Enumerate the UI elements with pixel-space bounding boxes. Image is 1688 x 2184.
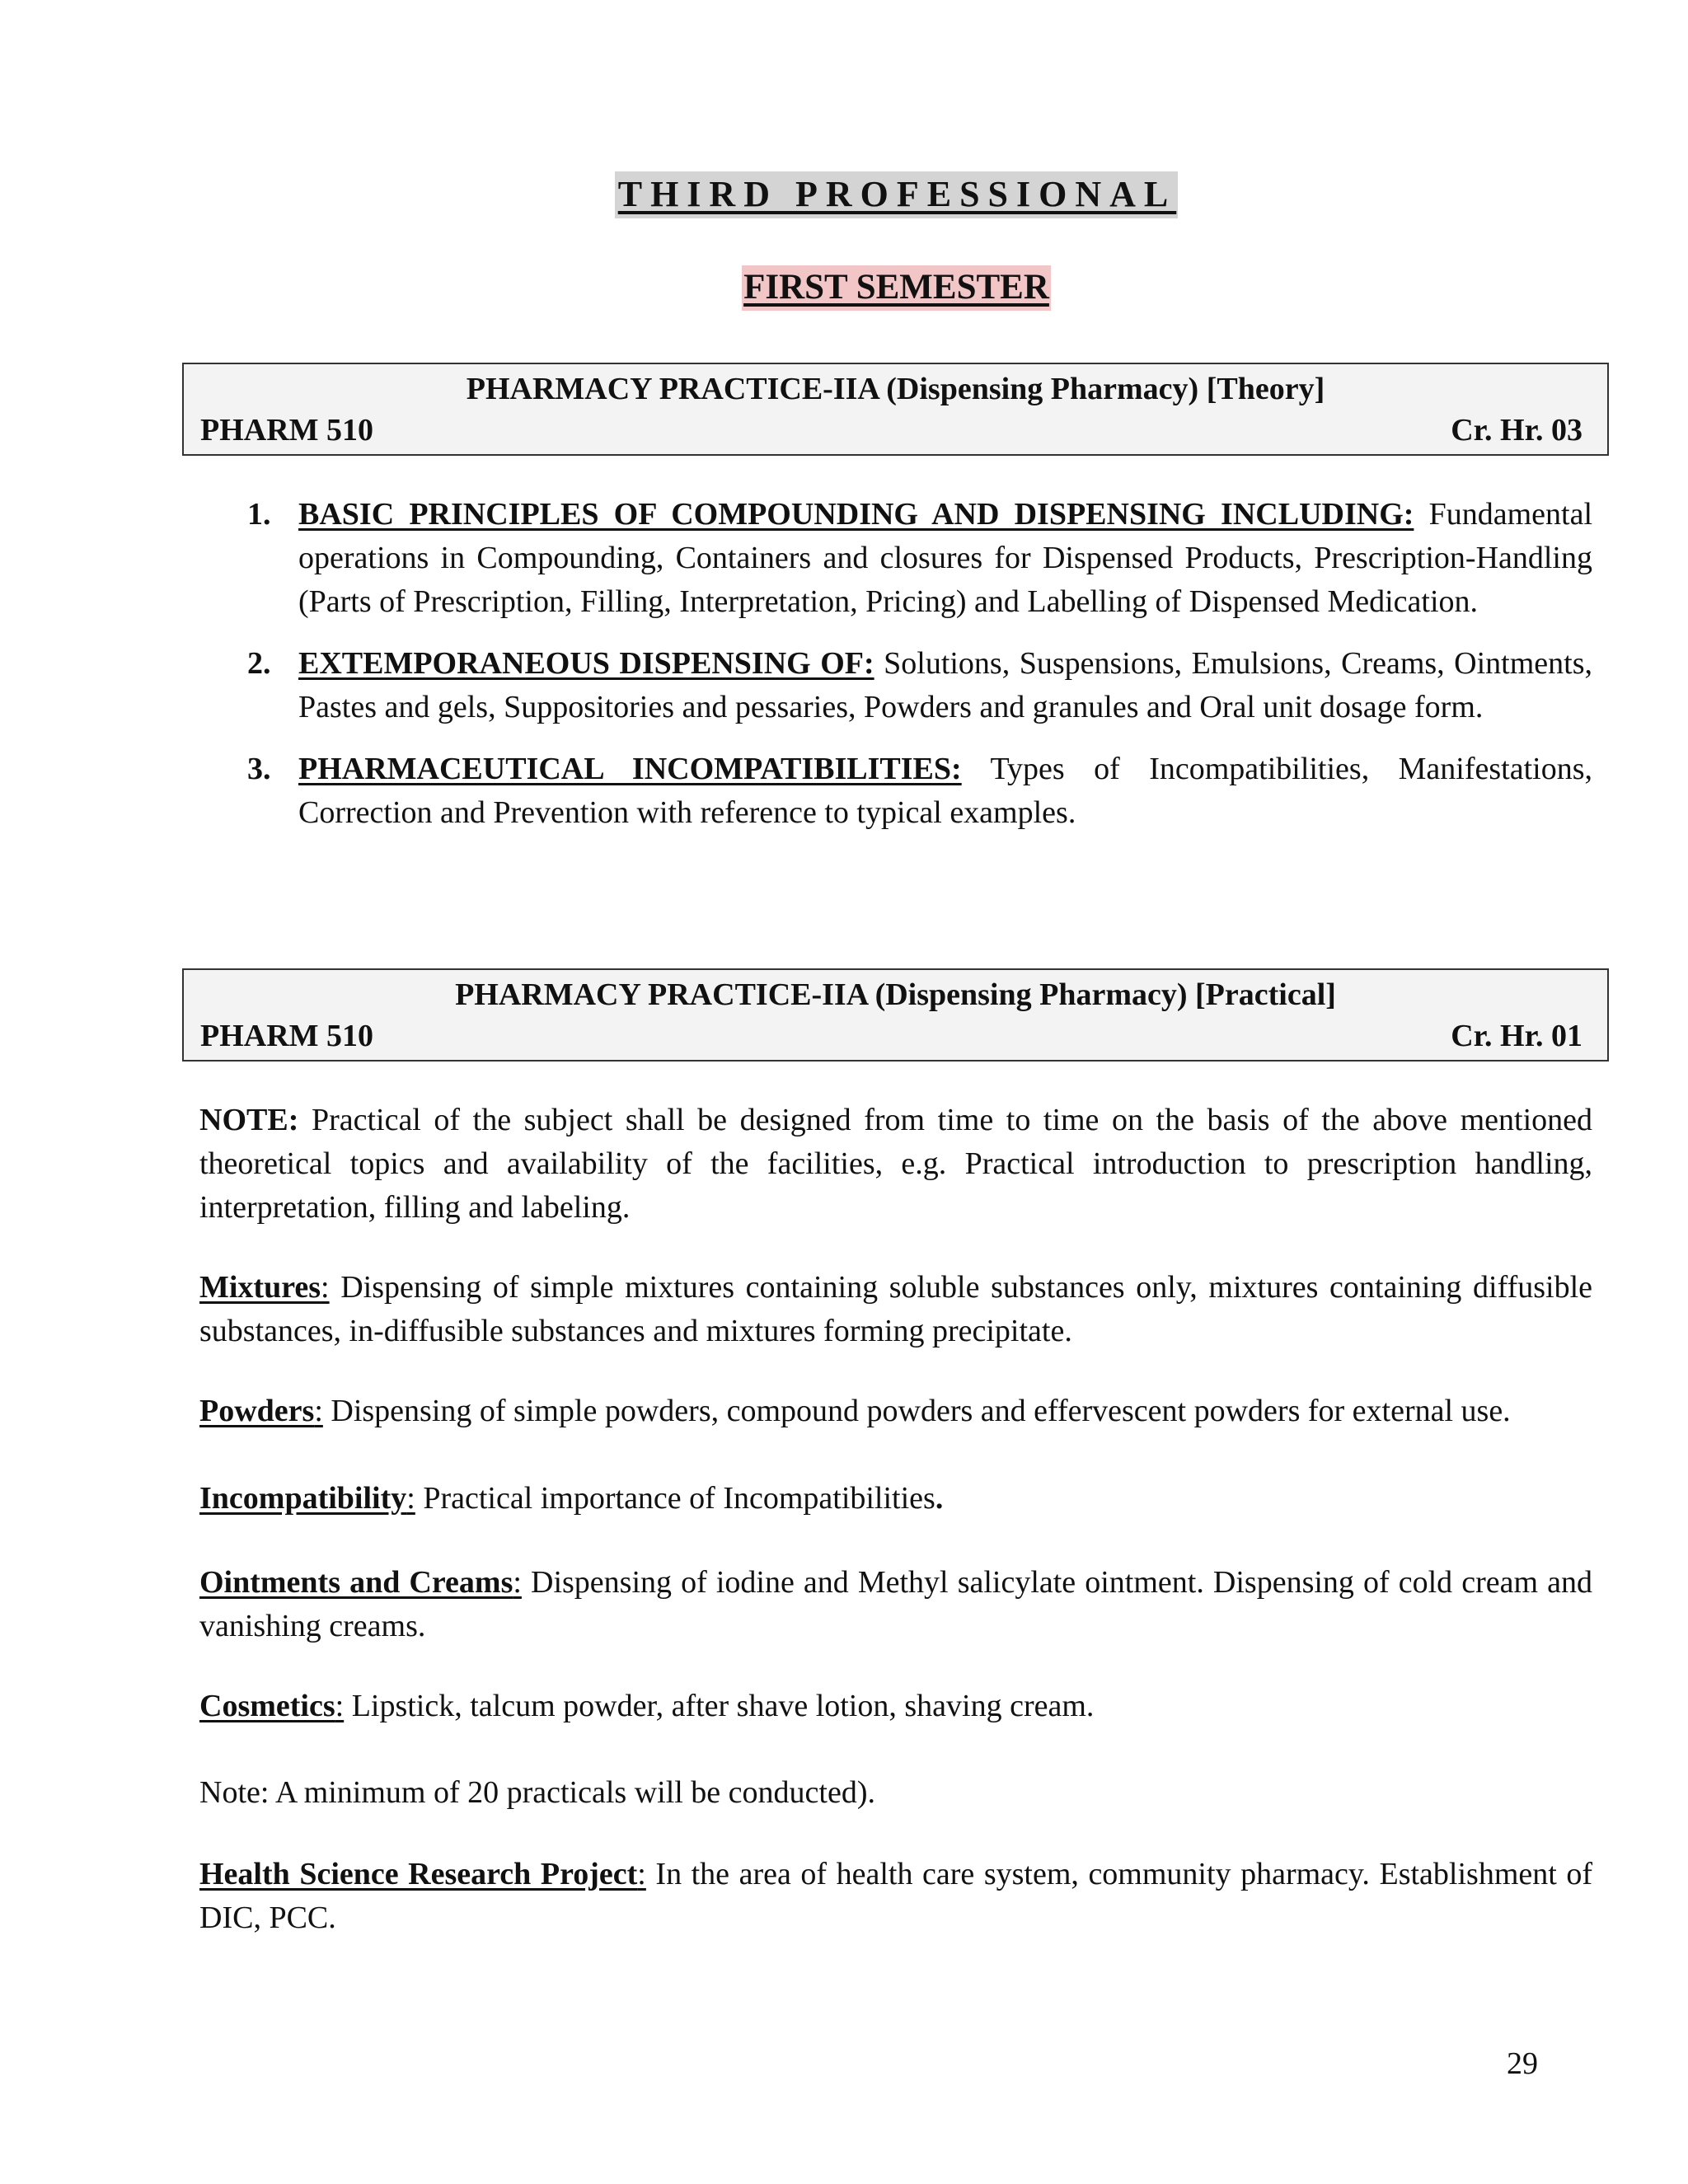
- theory-topic-list: [241, 493, 1592, 853]
- practical-course-title: PHARMACY PRACTICE-IIA (Dispensing Pharmacy) [Practical]: [455, 977, 1336, 1012]
- note-text: Practical of the subject shall be designed from time to time on the basis of the above mentioned theoretical topics and availability of the facilities, e.g. Practical introduction to prescription handling, interpretation, filling and labeling.: [199, 1103, 1593, 1225]
- mixtures-paragraph: Mixtures: Dispensing of simple mixtures containing soluble substances only, mixtures containing diffusible substances, in-diffusible substances and mixtures forming precipitate.: [199, 1270, 1592, 1348]
- practical-credit-hours: Cr. Hr. 01: [1451, 1019, 1582, 1053]
- topic-text: Fundamental operations in Compounding, Containers and closures for Dispensed Products, Prescription-Handling (Parts of Prescription, Filling, Interpretation, Pricing) and Labelling of Dispensed Medication.: [298, 497, 1592, 619]
- cosmetics-label: Cosmetics: [199, 1689, 335, 1723]
- minimum-practicals-note: Note: A minimum of 20 practicals will be conducted).: [199, 1775, 875, 1810]
- note-label: NOTE:: [199, 1103, 299, 1137]
- ointments-label: Ointments and Creams: [199, 1565, 513, 1600]
- topic-lead: BASIC PRINCIPLES OF COMPOUNDING AND DISPENSING INCLUDING:: [298, 497, 1414, 532]
- theory-course-code: PHARM 510: [200, 413, 374, 448]
- practical-note: [199, 1099, 1592, 1230]
- incompatibility-text: Practical importance of Incompatibilities: [423, 1481, 935, 1516]
- research-project-text: In the area of health care system, community pharmacy. Establishment of DIC, PCC.: [199, 1857, 1593, 1935]
- mixtures-text: Dispensing of simple mixtures containing soluble substances only, mixtures containing diffusible substances, in-diffusible substances and mixtures forming precipitate.: [199, 1270, 1592, 1348]
- powders-paragraph: Powders: Dispensing of simple powders, compound powders and effervescent powders for external use.: [199, 1394, 1511, 1428]
- topic-lead: PHARMACEUTICAL INCOMPATIBILITIES:: [298, 752, 962, 786]
- topic-text: Solutions, Suspensions, Emulsions, Creams, Ointments, Pastes and gels, Suppositories and pessaries, Powders and granules and Oral unit dosage form.: [298, 646, 1592, 724]
- cosmetics-paragraph: Cosmetics: Lipstick, talcum powder, after shave lotion, shaving cream.: [199, 1689, 1095, 1723]
- incompatibility-label: Incompatibility: [199, 1481, 407, 1516]
- practical-course-box: [182, 968, 1609, 1062]
- theory-credit-hours: Cr. Hr. 03: [1451, 413, 1582, 448]
- page-number: 29: [1507, 2046, 1538, 2081]
- ointments-text: Dispensing of iodine and Methyl salicylate ointment. Dispensing of cold cream and vanishing creams.: [199, 1565, 1593, 1643]
- powders-label: Powders: [199, 1394, 315, 1428]
- topic-lead: EXTEMPORANEOUS DISPENSING OF:: [298, 646, 874, 681]
- practical-course-code: PHARM 510: [200, 1019, 374, 1053]
- topic-number: 2.: [247, 646, 271, 681]
- powders-text: Dispensing of simple powders, compound powders and effervescent powders for external use.: [331, 1394, 1511, 1428]
- topic-text: Types of Incompatibilities, Manifestations, Correction and Prevention with reference to typical examples.: [298, 752, 1592, 830]
- semester-heading: FIRST SEMESTER: [742, 265, 1051, 311]
- topic-number: 1.: [247, 497, 271, 532]
- semester-heading-row: [0, 265, 1688, 311]
- professional-heading-row: [0, 171, 1688, 218]
- topic-item-3: [241, 748, 1592, 835]
- theory-course-title: PHARMACY PRACTICE-IIA (Dispensing Pharmacy) [Theory]: [466, 372, 1325, 406]
- mixtures-label: Mixtures: [199, 1270, 321, 1305]
- incompatibility-paragraph: Incompatibility: Practical importance of Incompatibilities.: [199, 1481, 944, 1516]
- ointments-paragraph: Ointments and Creams: Dispensing of iodine and Methyl salicylate ointment. Dispensing of cold cream and vanishing creams.: [199, 1565, 1593, 1643]
- topic-item-1: [241, 493, 1592, 624]
- research-project-paragraph: Health Science Research Project: In the area of health care system, community pharmacy. Establishment of DIC, PCC.: [199, 1857, 1593, 1935]
- professional-heading: THIRD PROFESSIONAL: [615, 171, 1179, 218]
- topic-item-2: [241, 642, 1592, 729]
- theory-course-box: [182, 363, 1609, 456]
- topic-number: 3.: [247, 752, 271, 786]
- cosmetics-text: Lipstick, talcum powder, after shave lotion, shaving cream.: [351, 1689, 1095, 1723]
- research-project-label: Health Science Research Project: [199, 1857, 638, 1891]
